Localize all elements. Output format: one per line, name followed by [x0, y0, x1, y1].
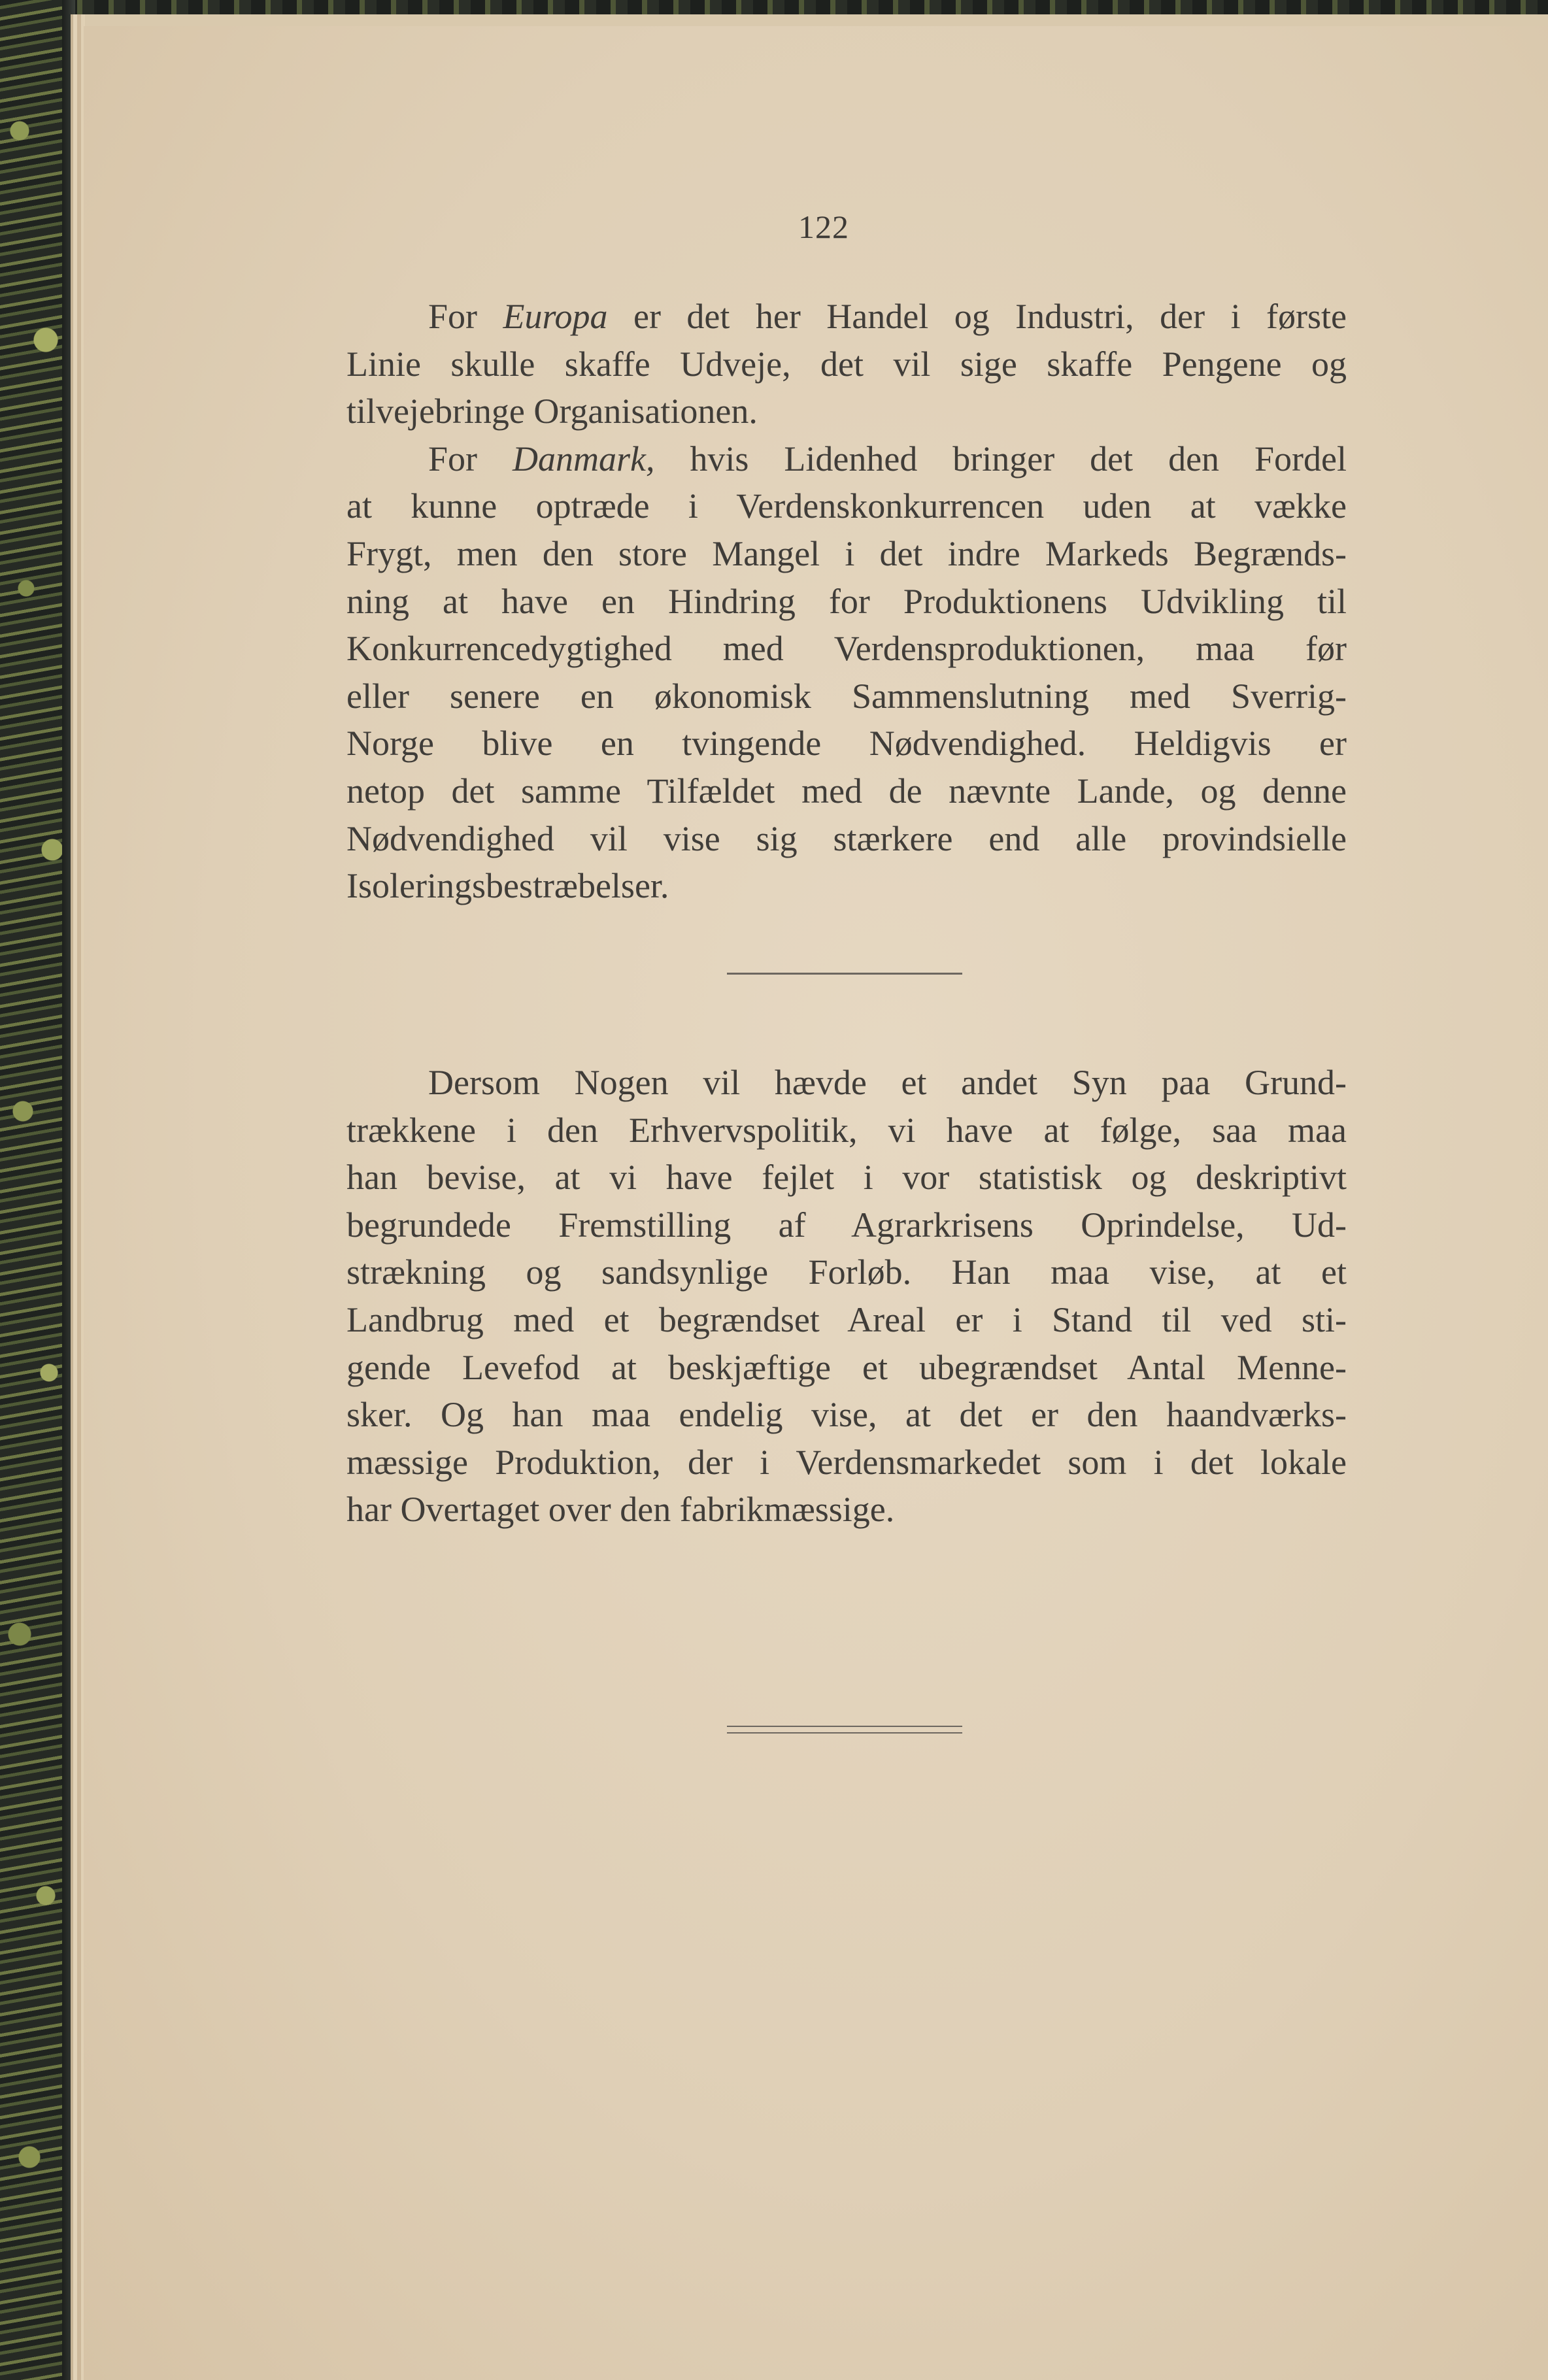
- marbled-cover: [0, 0, 72, 2380]
- emphasis-danmark: Danmark,: [512, 439, 655, 478]
- text-line: mæssige Produktion, der i Verdensmarkedet som i det lokale: [346, 1442, 1347, 1482]
- text-line: Dersom Nogen vil hævde et andet Syn paa Grund-: [428, 1063, 1347, 1102]
- text-block-lower: [346, 1059, 1347, 1534]
- text-line: han bevise, at vi have fejlet i vor statistisk og deskriptivt: [346, 1158, 1347, 1198]
- text-line: strækning og sandsynlige Forløb. Han maa vise, at et: [346, 1252, 1347, 1292]
- text-line: Norge blive en tvingende Nødvendighed. Heldigvis er: [346, 724, 1347, 763]
- text-line: Landbrug med et begrændset Areal er i Stand til ved sti-: [346, 1299, 1347, 1339]
- text-line: Konkurrencedygtighed med Verdensproduktionen, maa før: [346, 629, 1347, 669]
- emphasis-europa: Europa: [503, 297, 608, 336]
- text-line: trækkene i den Erhvervspolitik, vi have at følge, saa maa: [346, 1110, 1347, 1150]
- page-number: 122: [798, 209, 849, 245]
- text-line: ning at have en Hindring for Produktionens Udvikling til: [346, 581, 1347, 621]
- end-divider-double-rule: [727, 1726, 962, 1734]
- text-line: har Overtaget over den fabrikmæssige.: [346, 1490, 895, 1530]
- text-line: Frygt, men den store Mangel i det indre Markeds Begrænds-: [346, 533, 1347, 573]
- text-line: Nødvendighed vil vise sig stærkere end alle provindsielle: [346, 818, 1347, 858]
- text-line: For Europa er det her Handel og Industri, der i første: [428, 297, 1347, 336]
- text-line: at kunne optræde i Verdenskonkurrencen uden at vække: [346, 486, 1347, 526]
- text-line: sker. Og han maa endelig vise, at det er den haandværks-: [346, 1395, 1347, 1435]
- text-line: begrundede Fremstilling af Agrarkrisens Oprindelse, Ud-: [346, 1205, 1347, 1245]
- text-line: eller senere en økonomisk Sammenslutning med Sverrig-: [346, 676, 1347, 716]
- text-line: netop det samme Tilfældet med de nævnte Lande, og denne: [346, 771, 1347, 811]
- text-line: gende Levefod at beskjæftige et ubegrændset Antal Menne-: [346, 1347, 1347, 1387]
- text-block-upper: [346, 293, 1347, 910]
- text-line: For Danmark, hvis Lidenhed bringer det den Fordel: [428, 439, 1347, 478]
- text-line: tilvejebringe Organisationen.: [346, 392, 758, 431]
- text-line: Isoleringsbestræbelser.: [346, 866, 669, 906]
- text-line: Linie skulle skaffe Udveje, det vil sige skaffe Pengene og: [346, 344, 1347, 384]
- section-divider-rule: [727, 973, 962, 975]
